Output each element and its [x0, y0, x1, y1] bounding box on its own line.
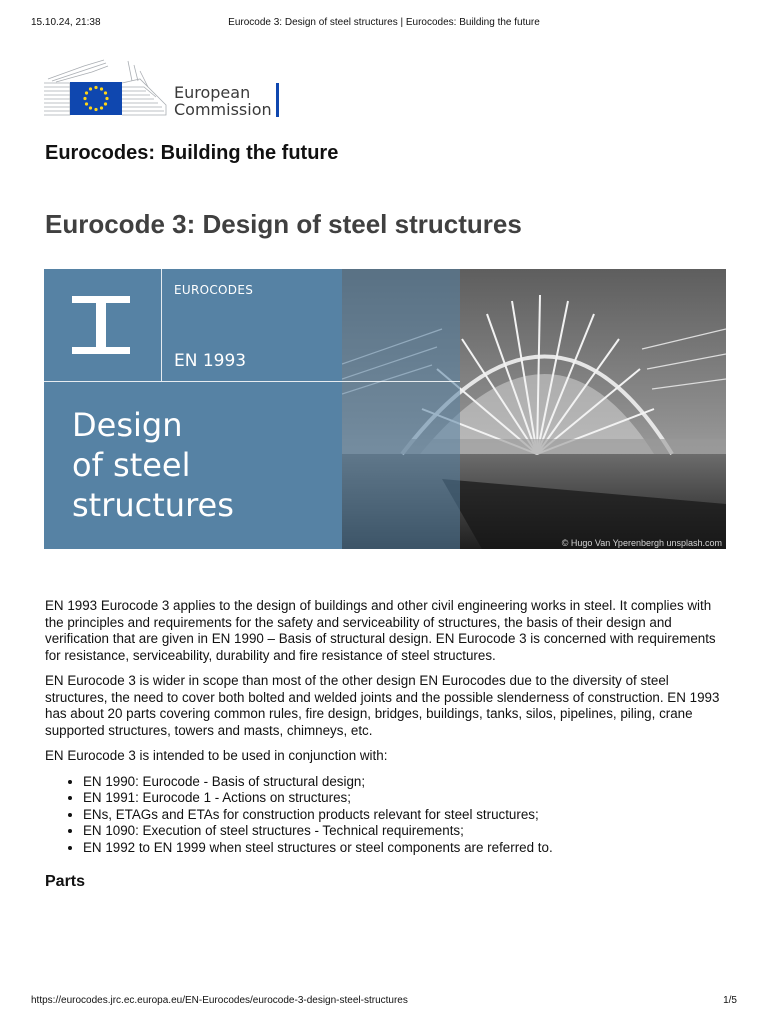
steel-beam-icon-box: [44, 269, 162, 382]
list-item: • EN 1090: Execution of steel structures - Technical requirements;: [83, 823, 725, 840]
logo-name-line1: European: [174, 83, 251, 102]
banner-title-line2: of steel: [72, 446, 191, 484]
eurocode-banner: [44, 269, 726, 549]
photo-credit: © Hugo Van Yperenbergh unsplash.com: [561, 538, 722, 548]
banner-title-line3: structures: [72, 486, 234, 524]
list-item: • EN 1990: Eurocode - Basis of structural design;: [83, 774, 725, 791]
banner-category: EUROCODES: [174, 283, 254, 297]
print-header: [31, 17, 737, 31]
print-footer: [31, 995, 737, 1009]
banner-code: EN 1993: [174, 351, 247, 371]
list-item: • EN 1991: Eurocode 1 - Actions on structures;: [83, 790, 725, 807]
page-number: 1/5: [723, 995, 737, 1006]
parts-heading: Parts: [45, 873, 86, 890]
intro-paragraph: EN 1993 Eurocode 3 applies to the design of buildings and other civil engineering works in steel. It complies with the principles and requirements for the safety and serviceability of structures, the basis of their design and verification that are given in EN 1990 – Basis of structural design. EN Eurocode 3 is concerned with requirements for resistance, serviceability, durability and fire resistance of steel structures.: [45, 598, 716, 663]
conjunction-paragraph: EN Eurocode 3 is intended to be used in conjunction with:: [45, 748, 388, 763]
logo-wordmark: [174, 84, 272, 118]
list-item: • EN 1992 to EN 1999 when steel structures or steel components are referred to.: [83, 840, 725, 857]
site-title[interactable]: Eurocodes: Building the future: [45, 142, 339, 164]
banner-title: [72, 405, 452, 525]
print-datetime: 15.10.24, 21:38: [31, 17, 101, 28]
logo-name-line2: Commission: [174, 100, 272, 119]
banner-label-box: [162, 269, 460, 382]
scope-paragraph: EN Eurocode 3 is wider in scope than most of the other design EN Eurocodes due to the diversity of steel structures, the need to cover both bolted and welded joints and the possible slenderness of construction. EN 1993 has about 20 parts covering common rules, fire design, bridges, buildings, tanks, silos, pipelines, piling, crane supported structures, towers and masts, chimneys, etc.: [45, 673, 720, 738]
page-title: Eurocode 3: Design of steel structures: [45, 209, 522, 239]
logo-divider: [276, 83, 279, 117]
print-url[interactable]: https://eurocodes.jrc.ec.europa.eu/EN-Eurocodes/eurocode-3-design-steel-structures: [31, 995, 408, 1006]
related-standards-list: [45, 774, 725, 857]
eu-flag-icon: [70, 82, 122, 115]
list-item: • ENs, ETAGs and ETAs for construction products relevant for steel structures;: [83, 807, 725, 824]
article-body: [45, 598, 725, 891]
banner-title-line1: Design: [72, 406, 183, 444]
print-page-title: Eurocode 3: Design of steel structures | Eurocodes: Building the future: [228, 17, 540, 28]
european-commission-logo[interactable]: [44, 57, 284, 119]
i-beam-icon: [44, 269, 161, 381]
